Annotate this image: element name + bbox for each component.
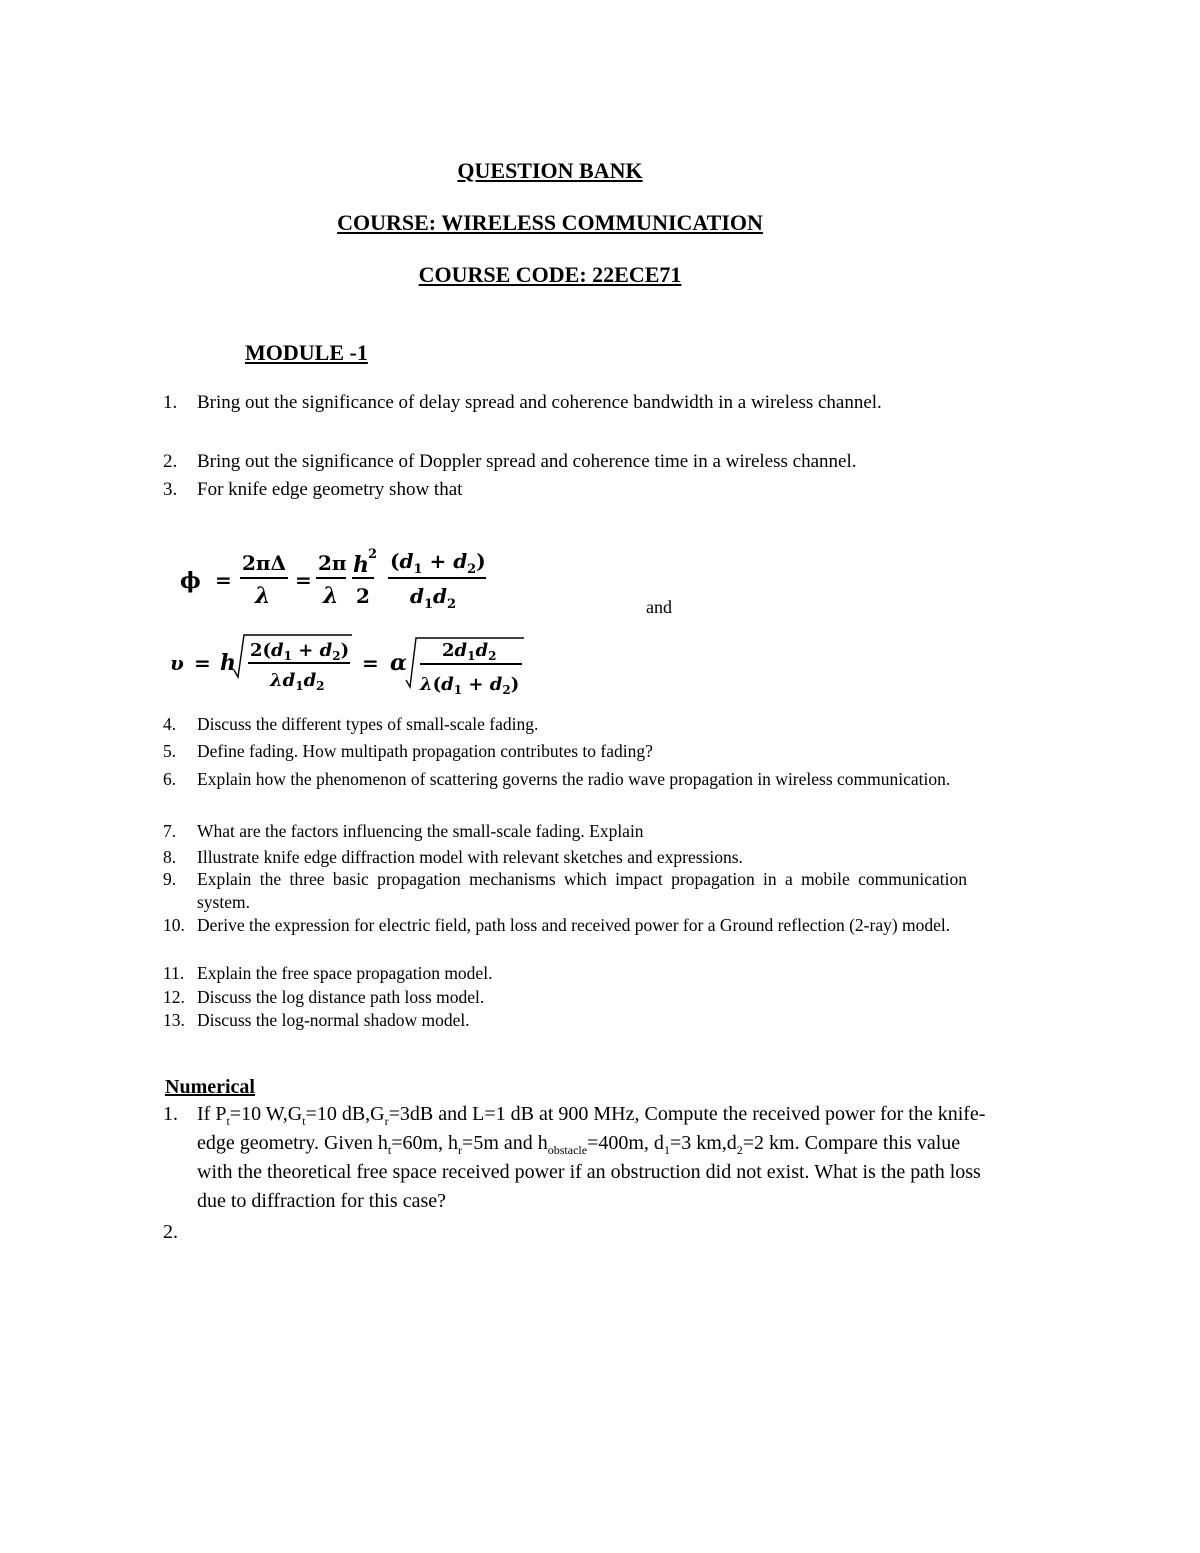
svg-text:2: 2 [368,547,378,562]
svg-text:2πΔ: 2πΔ [242,551,287,575]
knife-edge-equations [170,540,550,700]
svg-text:λ: λ [255,583,271,609]
svg-text:=: = [194,651,211,675]
question-number: 6. [163,769,177,789]
question-number: 5. [163,741,177,761]
question-text: Explain the three basic propagation mechanisms which impact propagation in a mobile communication system. [197,869,967,912]
question-number: 12. [163,987,185,1007]
question-number: 8. [163,847,177,867]
question-number: 1. [163,392,178,413]
svg-text:υ: υ [170,651,184,675]
svg-text:2π: 2π [318,551,347,575]
course-name: COURSE: WIRELESS COMMUNICATION [337,210,763,235]
svg-text:=: = [362,651,379,675]
question-number: 13. [163,1010,185,1030]
question-text: Discuss the different types of small-scale fading. [197,714,539,734]
svg-text:(d1 + d2): $(d_1 + d_2)$ [390,549,486,577]
question-number: 2. [163,1221,178,1243]
svg-text:λd1d2: $\lambda d_1d_2$ [270,670,325,693]
question-text: For knife edge geometry show that [197,479,463,500]
course-code: COURSE CODE: 22ECE71 [418,262,682,287]
question-text: Explain how the phenomenon of scattering governs the radio wave propagation in wireless communication. [197,769,951,789]
question-text: Discuss the log distance path loss model. [197,987,485,1007]
svg-text:h: h [353,552,369,578]
svg-text:=: = [215,568,232,592]
svg-text:d1d2: $d_1d_2$ [410,584,457,612]
question-text: Illustrate knife edge diffraction model with relevant sketches and expressions. [197,847,743,867]
question-text: Derive the expression for electric field, path loss and received power for a Ground reflection (2-ray) model. [197,915,951,935]
question-number: 10. [163,915,185,935]
question-text: Discuss the log-normal shadow model. [197,1010,470,1030]
question-text: Bring out the significance of delay spread and coherence bandwidth in a wireless channel. [197,392,882,413]
svg-text:λ: λ [323,583,339,609]
question-text: Define fading. How multipath propagation contributes to fading? [197,741,653,761]
numerical-heading: Numerical [165,1076,255,1098]
question-number: 9. [163,869,177,889]
svg-text:α: α [390,650,407,676]
svg-text:λ(d1 + d2): $\lambda(d_1 + d_2)$ [420,674,520,697]
question-text: Explain the free space propagation model. [197,963,493,983]
question-number: 3. [163,479,178,500]
question-number: 11. [163,963,185,983]
question-number: 4. [163,714,177,734]
svg-text:ϕ: ϕ [180,568,201,594]
svg-text:=: = [295,568,312,592]
svg-text:2d1d2: $2d_1d_2$ [442,640,497,663]
question-number: 2. [163,451,178,472]
question-text: Bring out the significance of Doppler spread and coherence time in a wireless channel. [197,451,857,472]
and-label: and [646,597,672,617]
document-title: QUESTION BANK [457,158,643,183]
question-text: What are the factors influencing the small-scale fading. Explain [197,821,644,841]
svg-text:2(d1 + d2): $2(d_1 + d_2)$ [250,640,350,663]
question-number: 1. [163,1103,178,1125]
svg-text:h: h [220,650,236,676]
question-text: If $P_t=10$ $W,G_t=10$ $dB,G_r=3dB$ and L=1 dB at 900 MHz, Compute the received power for the knife-edge geometry. Given $h_t=60m$, $h_r=5m$ and $h_{obstacle}=400m$, $d_1=3$ $km,d_2=2$ km. Compare this value with the theoretical free space received power if an obstruction did not exist. What is the path loss due to diffraction for this case? [197,1103,986,1212]
svg-text:2: 2 [356,584,370,608]
module-heading: MODULE -1 [245,340,368,365]
question-number: 7. [163,821,177,841]
